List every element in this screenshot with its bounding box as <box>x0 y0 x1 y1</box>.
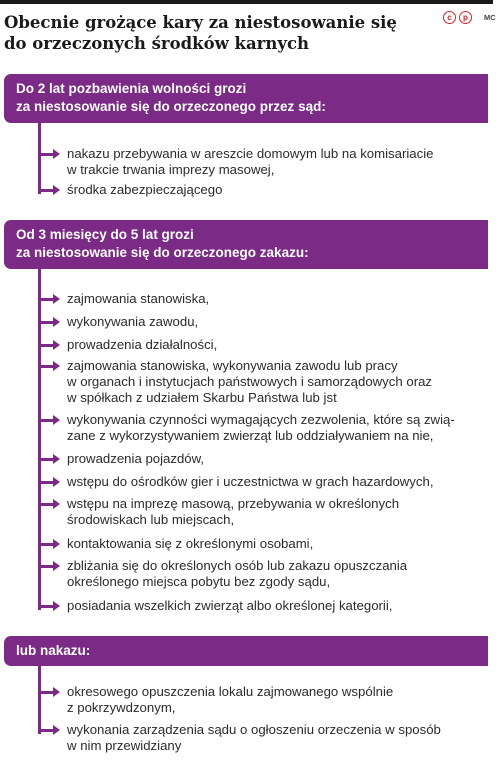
infographic-title <box>4 12 424 54</box>
section-1-heading-line-2: za niestosowanie się do orzeczonego przez sąd: <box>16 99 326 114</box>
list-item: środka zabezpieczającego <box>67 182 223 197</box>
arrow-right-icon <box>38 498 58 510</box>
list-item: prowadzenia pojazdów, <box>67 451 205 466</box>
arrow-right-icon <box>38 360 58 372</box>
section-3-heading-line-1: lub nakazu: <box>16 643 91 658</box>
section-2-heading-line-1: Od 3 miesięcy do 5 lat grozi <box>16 227 194 242</box>
arrow-right-icon <box>38 538 58 550</box>
arrow-right-icon <box>38 453 58 465</box>
list-item: prowadzenia działalności, <box>67 337 218 352</box>
arrow-right-icon <box>38 414 58 426</box>
author-initials: MC <box>484 13 496 22</box>
title-line-2: do orzeczonych środków karnych <box>4 34 310 53</box>
logo-c-icon: c <box>443 11 456 24</box>
arrow-right-icon <box>38 600 58 612</box>
arrow-right-icon <box>38 148 58 160</box>
arrow-right-icon <box>38 316 58 328</box>
list-item: zbliżania się do określonych osób lub zakazu opuszczania określonego miejsca pobytu bez zgody sądu, <box>67 558 408 589</box>
arrow-right-icon <box>38 476 58 488</box>
list-item: wstępu do ośrodków gier i uczestnictwa w grach hazardowych, <box>67 474 434 489</box>
section-1-heading-line-1: Do 2 lat pozbawienia wolności grozi <box>16 81 247 96</box>
arrow-right-icon <box>38 293 58 305</box>
section-2-heading <box>4 220 488 269</box>
top-rule <box>0 0 493 4</box>
arrow-right-icon <box>38 686 58 698</box>
arrow-right-icon <box>38 560 58 572</box>
section-1-heading <box>4 74 488 123</box>
list-item: wykonywania zawodu, <box>67 314 199 329</box>
list-item: okresowego opuszczenia lokalu zajmowanego wspólnie z pokrzywdzonym, <box>67 684 394 715</box>
list-item: nakazu przebywania w areszcie domowym lub na komisariacie w trakcie trwania imprezy masowej, <box>67 146 434 177</box>
list-item: zajmowania stanowiska, wykonywania zawodu lub pracy w organach i instytucjach państwowych i samorządowych oraz w spółkach z udziałem Skarbu Państwa lub jst <box>67 358 433 405</box>
list-item: wykonywania czynności wymagających zezwolenia, które są zwią- zane z wykorzystywaniem zwierząt lub oddziaływaniem na nie, <box>67 412 455 443</box>
arrow-right-icon <box>38 184 58 196</box>
list-item: zajmowania stanowiska, <box>67 291 210 306</box>
section-3-heading <box>4 636 488 666</box>
arrow-right-icon <box>38 724 58 736</box>
list-item: kontaktowania się z określonymi osobami, <box>67 536 314 551</box>
list-item: wstępu na imprezę masową, przebywania w określonych środowiskach lub miejscach, <box>67 496 400 527</box>
list-item: posiadania wszelkich zwierząt albo określonej kategorii, <box>67 598 393 613</box>
title-line-1: Obecnie grożące kary za niestosowanie się <box>4 13 397 32</box>
publisher-logo <box>443 11 496 24</box>
section-2-heading-line-2: za niestosowanie się do orzeczonego zakazu: <box>16 245 309 260</box>
list-item: wykonania zarządzenia sądu o ogłoszeniu orzeczenia w sposób w nim przewidziany <box>67 722 441 753</box>
logo-p-icon: p <box>459 11 472 24</box>
arrow-right-icon <box>38 339 58 351</box>
